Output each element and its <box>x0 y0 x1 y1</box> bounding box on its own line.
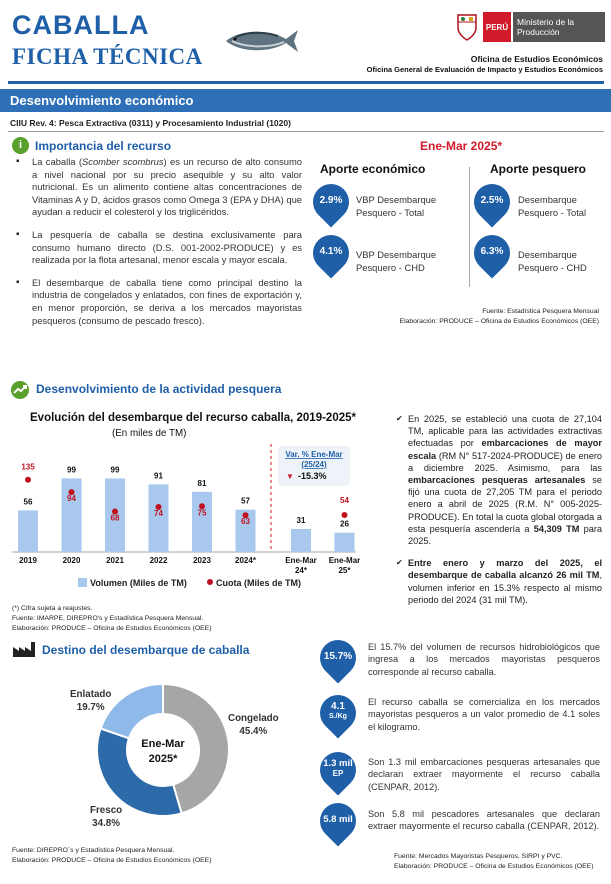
x-tick-label: 2023 <box>193 556 211 565</box>
destino-fact: Son 5.8 mil pescadores artesanales que declaran extraer mayormente el recurso caballa (CENPAR, 2012). <box>368 809 600 832</box>
office-general-name: Oficina General de Evaluación de Impacto y Estudios Económicos <box>366 65 603 74</box>
quota-value-label: 75 <box>197 508 207 518</box>
x-tick-label: Ene-Mar <box>285 556 317 565</box>
bar-value-label: 99 <box>67 465 76 475</box>
actividad-title: Desenvolvimiento de la actividad pesquera <box>36 382 282 396</box>
x-tick-label: 2022 <box>149 556 168 565</box>
indicator-value: 4.1 S./Kg <box>329 701 347 720</box>
x-tick-label: 2021 <box>106 556 124 565</box>
bar-value-label: 57 <box>241 496 250 506</box>
list-item: ▪ La caballa (Scomber scombrus) es un recurso de alto consumo a nivel nacional por su precio asequible y su alto valor nutricional. Es un alimento contiene altas concentraciones de Vitaminas A y D, ácidos grasos como Omega 3 (EPA y DHA) que ayudan a reducir el colesterol y los triglicéridos. <box>14 156 302 219</box>
page-title: CABALLA <box>12 10 150 40</box>
factory-icon <box>12 640 38 658</box>
importancia-title: Importancia del recurso <box>35 139 172 153</box>
destino-fact: Son 1.3 mil embarcaciones pesqueras artesanales que declaran extraer mayormente el recurso caballa (CENPAR, 2012). <box>368 757 600 792</box>
indicator-value: 5.8 mil <box>323 814 353 825</box>
coat-of-arms-icon <box>455 12 479 42</box>
header-divider <box>8 81 604 84</box>
vertical-divider <box>469 167 470 287</box>
bar-volumen <box>335 533 355 552</box>
importancia-list <box>14 156 302 337</box>
quota-point <box>25 477 31 483</box>
destino-fact: El 15.7% del volumen de recursos hidrobiológicos que ingresa a los mercados mayoristas pesqueros corresponde al recurso caballa. <box>368 642 600 677</box>
bar-value-label: 91 <box>154 471 163 481</box>
donut-center-label: 2025* <box>148 753 178 765</box>
indicator-label: Desembarque Pesquero - CHD <box>518 249 587 273</box>
fish-icon <box>222 24 302 58</box>
quota-value-label: 68 <box>110 513 120 523</box>
chart-title: Evolución del desembarque del recurso caballa, 2019-2025* <box>30 412 356 424</box>
aporte-pesquero-title: Aporte pesquero <box>490 162 587 176</box>
indicator-value: 2.9% <box>319 195 343 206</box>
page-subtitle: FICHA TÉCNICA <box>12 44 203 69</box>
government-logo <box>455 12 605 46</box>
ministry-name: Ministerio de la Producción <box>513 12 605 42</box>
bar-value-label: 56 <box>23 497 33 507</box>
bar-value-label: 31 <box>296 515 306 525</box>
annotation-value: -15.3% <box>298 471 327 481</box>
info-icon: i <box>12 137 29 154</box>
annotation-label: (25/24) <box>301 460 327 469</box>
aportes-period: Ene-Mar 2025* <box>420 139 503 153</box>
x-tick-label: 25* <box>338 566 351 575</box>
landing-chart <box>8 440 360 605</box>
down-arrow-icon: ▼ <box>286 472 294 481</box>
destino-title: Destino del desembarque de caballa <box>42 643 250 657</box>
slice-label-congelado: Congelado 45.4% <box>228 713 279 737</box>
legend-swatch-cuota <box>207 579 213 585</box>
indicator-value: 2.5% <box>480 195 504 206</box>
quota-value-label: 94 <box>67 494 76 504</box>
quota-value-label: 54 <box>340 496 349 505</box>
indicator-value: 1.3 mil EP <box>323 758 353 778</box>
aportes-source: Fuente: Estadística Pesquera Mensual <box>482 308 599 315</box>
indicator-value: 4.1% <box>319 246 343 257</box>
chart-subtitle: (En miles de TM) <box>112 428 187 439</box>
indicator-value: 15.7% <box>323 651 353 662</box>
annotation-label: Var. % Ene-Mar <box>285 450 343 459</box>
x-tick-label: 24* <box>294 566 308 575</box>
aporte-economico-title: Aporte económico <box>320 162 426 176</box>
peru-badge: PERÚ <box>483 12 511 42</box>
destino-fact: El recurso caballa se comercializa en los mercados mayoristas pesqueros a un valor promedio de 4.1 soles el kilogramo. <box>368 697 600 732</box>
x-tick-label: 2019 <box>19 556 37 565</box>
chart-growth-icon <box>10 380 30 400</box>
quota-value-label: 74 <box>154 509 163 519</box>
slice-label-fresco: Fresco 34.8% <box>90 805 123 829</box>
bar-volumen <box>18 510 38 552</box>
office-name: Oficina de Estudios Económicos <box>470 54 603 64</box>
quota-value-label: 63 <box>241 517 250 527</box>
bar-value-label: 99 <box>110 465 120 475</box>
ciiu-code: CIIU Rev. 4: Pesca Extractiva (0311) y Procesamiento Industrial (1020) <box>10 118 291 128</box>
legend-label-volumen: Volumen (Miles de TM) <box>90 578 187 588</box>
indicator-label: Desembarque Pesquero - Total <box>518 194 587 218</box>
bar-value-label: 26 <box>340 519 349 529</box>
indicator-label: VBP Desembarque Pesquero - Total <box>356 194 437 218</box>
indicator-value: 6.3% <box>480 246 504 257</box>
indicator-label: VBP Desembarque Pesquero - CHD <box>356 249 437 273</box>
aportes-elaboracion: Elaboración: PRODUCE – Oficina de Estudios Económicos (OEE) <box>399 318 599 325</box>
bar-value-label: 81 <box>197 478 207 488</box>
x-tick-label: 2020 <box>62 556 81 565</box>
x-tick-label: 2024* <box>235 556 256 565</box>
list-item: ▪ La pesquería de caballa se destina exclusivamente para consumo humano directo (D.S. 001-2002-PRODUCE) y es realizada por la flota artesanal, menor escala y mayor escala. <box>14 229 302 267</box>
quota-point <box>342 512 348 518</box>
bar-volumen <box>192 492 212 552</box>
list-item: ✔ En 2025, se estableció una cuota de 27,104 TM, aplicable para las actividades extractivas efectuadas por embarcaciones de mayor escala (RM N° 517-2024-PRODUCE) de enero a diciembre 2025. Asimismo, para las embarcaciones pesqueras artesanales se fijó una cuota de 27,205 TM para el periodo enero a abril de 2025 (R.M. N° 005-2025-PRODUCE). En total la cuota global otorgada a esta pesquería ascendería a 54,309 TM para 2025. <box>396 413 602 547</box>
legend-label-cuota: Cuota (Miles de TM) <box>216 578 301 588</box>
x-tick-label: Ene-Mar <box>328 556 360 565</box>
quota-value-label: 135 <box>21 462 35 472</box>
section-banner: Desenvolvimiento económico <box>0 89 611 112</box>
destino-source: Fuente: DIREPRO´s y Estadística Pesquera Mensual. Elaboración: PRODUCE – Oficina de Estudios Económicos (OEE) <box>12 847 212 864</box>
bar-volumen <box>291 529 311 552</box>
destino-right-source: Fuente: Mercados Mayoristas Pesqueros, SIRPI y PVC. Elaboración: PRODUCE – Oficina de Estudios Económicos (OEE) <box>394 853 594 870</box>
list-item: ✔ Entre enero y marzo del 2025, el desembarque de caballa alcanzó 26 mil TM, volumen inferior en 15.3% respecto al mismo periodo del 2024 (31 mil TM). <box>396 557 602 606</box>
list-item: ▪ El desembarque de caballa tiene como principal destino la industria de congelados y enlatados, con fines de exportación y, en menor proporción, se deriva a los mercados mayoristas pesqueros (consumo de pescado fresco). <box>14 277 302 327</box>
donut-center-label: Ene-Mar <box>141 738 185 750</box>
actividad-text <box>396 413 602 616</box>
legend-swatch-volumen <box>78 578 87 587</box>
slice-label-enlatado: Enlatado 19.7% <box>70 689 112 713</box>
chart-notes: (*) Cifra sujeta a reajustes. Fuente: IMARPE, DIREPRO's y Estadística Pesquera Mensual. Elaboración: PRODUCE – Oficina de Estudios Económicos (OEE) <box>12 605 212 632</box>
bar-volumen <box>149 484 169 552</box>
divider <box>8 131 604 132</box>
